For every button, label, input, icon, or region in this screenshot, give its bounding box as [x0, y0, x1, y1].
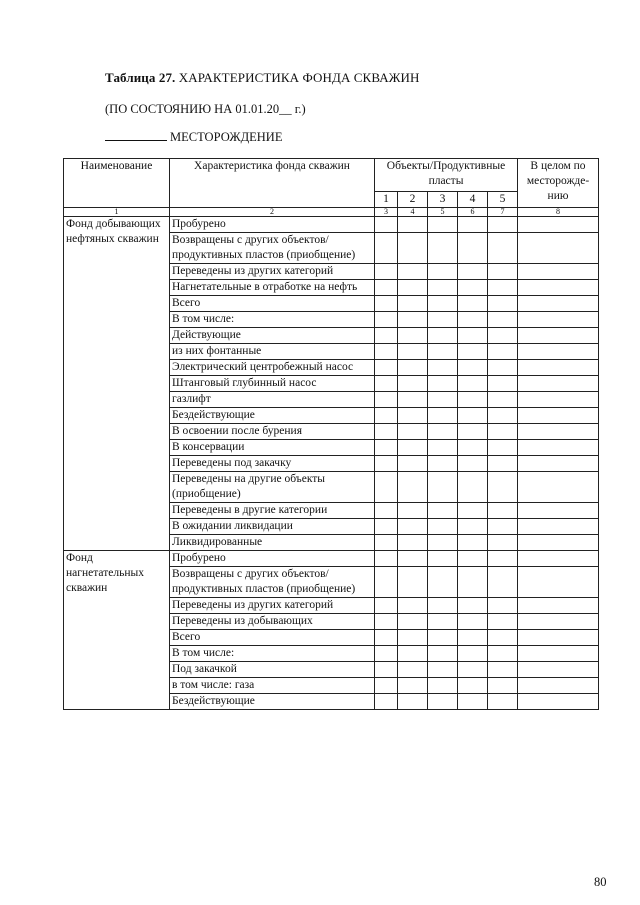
column-number: 4	[398, 208, 428, 217]
column-number: 7	[488, 208, 518, 217]
total-value-cell	[518, 296, 599, 312]
object-value-cell	[428, 312, 458, 328]
object-value-cell	[428, 440, 458, 456]
object-value-cell	[398, 630, 428, 646]
object-value-cell	[375, 614, 398, 630]
object-value-cell	[428, 328, 458, 344]
object-value-cell	[428, 408, 458, 424]
object-number: 3	[428, 192, 458, 208]
object-value-cell	[398, 312, 428, 328]
total-value-cell	[518, 280, 599, 296]
object-value-cell	[375, 662, 398, 678]
object-value-cell	[375, 328, 398, 344]
object-value-cell	[398, 567, 428, 598]
object-value-cell	[458, 344, 488, 360]
object-value-cell	[458, 503, 488, 519]
object-value-cell	[398, 694, 428, 710]
total-value-cell	[518, 217, 599, 233]
object-value-cell	[458, 280, 488, 296]
column-number: 3	[375, 208, 398, 217]
row-characteristic: Всего	[170, 630, 375, 646]
section-name: Фонд нагнетательных скважин	[64, 551, 170, 710]
row-characteristic: Нагнетательные в отработке на нефть	[170, 280, 375, 296]
column-number: 1	[64, 208, 170, 217]
object-value-cell	[488, 630, 518, 646]
total-value-cell	[518, 440, 599, 456]
object-value-cell	[428, 503, 458, 519]
object-value-cell	[428, 344, 458, 360]
object-value-cell	[458, 312, 488, 328]
field-label: МЕСТОРОЖДЕНИЕ	[170, 130, 283, 144]
object-value-cell	[375, 646, 398, 662]
object-value-cell	[398, 280, 428, 296]
row-characteristic: В освоении после бурения	[170, 424, 375, 440]
object-value-cell	[398, 392, 428, 408]
object-value-cell	[488, 440, 518, 456]
total-value-cell	[518, 662, 599, 678]
total-value-cell	[518, 376, 599, 392]
row-characteristic: Бездействующие	[170, 408, 375, 424]
object-value-cell	[428, 424, 458, 440]
table-subtitle: (ПО СОСТОЯНИЮ НА 01.01.20__ г.)	[105, 102, 306, 116]
row-characteristic: Возвращены с других объектов/продуктивных пластов (приобщение)	[170, 567, 375, 598]
object-value-cell	[488, 678, 518, 694]
object-value-cell	[428, 360, 458, 376]
object-value-cell	[375, 678, 398, 694]
object-value-cell	[458, 408, 488, 424]
object-value-cell	[375, 551, 398, 567]
object-value-cell	[428, 376, 458, 392]
row-characteristic: В том числе:	[170, 312, 375, 328]
object-value-cell	[458, 678, 488, 694]
object-value-cell	[428, 519, 458, 535]
object-value-cell	[375, 217, 398, 233]
total-value-cell	[518, 598, 599, 614]
object-value-cell	[398, 360, 428, 376]
object-value-cell	[428, 598, 458, 614]
object-value-cell	[428, 535, 458, 551]
object-value-cell	[488, 646, 518, 662]
object-value-cell	[488, 424, 518, 440]
row-characteristic: Ликвидированные	[170, 535, 375, 551]
object-value-cell	[375, 296, 398, 312]
object-value-cell	[488, 312, 518, 328]
row-characteristic: Переведены в другие категории	[170, 503, 375, 519]
page-number: 80	[594, 875, 607, 889]
object-value-cell	[458, 694, 488, 710]
row-characteristic: из них фонтанные	[170, 344, 375, 360]
object-value-cell	[398, 456, 428, 472]
row-characteristic: Действующие	[170, 328, 375, 344]
row-characteristic: Под закачкой	[170, 662, 375, 678]
object-value-cell	[458, 535, 488, 551]
object-value-cell	[375, 598, 398, 614]
object-value-cell	[375, 392, 398, 408]
field-name-line	[105, 130, 282, 145]
table-title	[105, 70, 420, 86]
object-value-cell	[458, 614, 488, 630]
object-value-cell	[398, 662, 428, 678]
column-number-row	[64, 208, 599, 217]
object-value-cell	[458, 472, 488, 503]
object-value-cell	[428, 264, 458, 280]
object-value-cell	[375, 376, 398, 392]
header-total: В целом по месторожде-нию	[518, 159, 599, 208]
column-number: 2	[170, 208, 375, 217]
object-value-cell	[458, 567, 488, 598]
object-value-cell	[428, 646, 458, 662]
row-characteristic: Всего	[170, 296, 375, 312]
object-value-cell	[488, 344, 518, 360]
object-value-cell	[428, 233, 458, 264]
header-row	[64, 159, 599, 192]
row-characteristic: в том числе: газа	[170, 678, 375, 694]
object-value-cell	[428, 296, 458, 312]
object-value-cell	[458, 328, 488, 344]
object-value-cell	[375, 360, 398, 376]
object-value-cell	[398, 598, 428, 614]
object-number: 5	[488, 192, 518, 208]
column-number: 6	[458, 208, 488, 217]
total-value-cell	[518, 503, 599, 519]
object-value-cell	[398, 519, 428, 535]
object-value-cell	[428, 678, 458, 694]
object-value-cell	[458, 360, 488, 376]
object-value-cell	[488, 551, 518, 567]
object-value-cell	[398, 264, 428, 280]
object-value-cell	[488, 376, 518, 392]
object-value-cell	[428, 694, 458, 710]
column-number: 5	[428, 208, 458, 217]
object-value-cell	[428, 567, 458, 598]
object-value-cell	[375, 424, 398, 440]
object-value-cell	[488, 567, 518, 598]
object-value-cell	[428, 662, 458, 678]
object-value-cell	[458, 217, 488, 233]
total-value-cell	[518, 472, 599, 503]
total-value-cell	[518, 344, 599, 360]
total-value-cell	[518, 408, 599, 424]
row-characteristic: Пробурено	[170, 551, 375, 567]
row-characteristic: Штанговый глубинный насос	[170, 376, 375, 392]
field-name-blank	[105, 130, 167, 141]
object-value-cell	[488, 456, 518, 472]
object-value-cell	[375, 694, 398, 710]
total-value-cell	[518, 630, 599, 646]
header-name: Наименование	[64, 159, 170, 208]
object-value-cell	[428, 217, 458, 233]
object-value-cell	[488, 614, 518, 630]
table-title-text: ХАРАКТЕРИСТИКА ФОНДА СКВАЖИН	[178, 70, 420, 85]
total-value-cell	[518, 646, 599, 662]
total-value-cell	[518, 614, 599, 630]
object-value-cell	[398, 440, 428, 456]
object-value-cell	[375, 630, 398, 646]
object-value-cell	[458, 646, 488, 662]
object-value-cell	[375, 233, 398, 264]
object-value-cell	[458, 662, 488, 678]
total-value-cell	[518, 328, 599, 344]
object-value-cell	[398, 646, 428, 662]
object-value-cell	[375, 408, 398, 424]
object-value-cell	[488, 264, 518, 280]
object-value-cell	[488, 519, 518, 535]
row-characteristic: Пробурено	[170, 217, 375, 233]
object-value-cell	[398, 296, 428, 312]
total-value-cell	[518, 694, 599, 710]
table-row	[64, 551, 599, 567]
object-value-cell	[488, 233, 518, 264]
object-value-cell	[398, 503, 428, 519]
total-value-cell	[518, 551, 599, 567]
total-value-cell	[518, 535, 599, 551]
object-value-cell	[488, 408, 518, 424]
object-value-cell	[428, 456, 458, 472]
object-value-cell	[488, 598, 518, 614]
object-value-cell	[428, 614, 458, 630]
object-value-cell	[428, 280, 458, 296]
object-value-cell	[458, 376, 488, 392]
row-characteristic: Переведены из других категорий	[170, 264, 375, 280]
object-number: 4	[458, 192, 488, 208]
object-value-cell	[398, 551, 428, 567]
row-characteristic: Возвращены с других объектов/продуктивных пластов (приобщение)	[170, 233, 375, 264]
row-characteristic: Переведены из добывающих	[170, 614, 375, 630]
object-value-cell	[458, 598, 488, 614]
object-value-cell	[428, 630, 458, 646]
object-value-cell	[398, 328, 428, 344]
row-characteristic: В консервации	[170, 440, 375, 456]
object-value-cell	[375, 280, 398, 296]
object-value-cell	[488, 328, 518, 344]
object-value-cell	[458, 392, 488, 408]
object-value-cell	[488, 662, 518, 678]
table-number: Таблица 27.	[105, 70, 176, 85]
object-value-cell	[398, 535, 428, 551]
total-value-cell	[518, 360, 599, 376]
object-value-cell	[458, 456, 488, 472]
object-value-cell	[488, 280, 518, 296]
object-value-cell	[398, 472, 428, 503]
object-number: 2	[398, 192, 428, 208]
total-value-cell	[518, 312, 599, 328]
object-value-cell	[458, 424, 488, 440]
object-value-cell	[375, 519, 398, 535]
object-value-cell	[458, 440, 488, 456]
object-value-cell	[458, 264, 488, 280]
object-value-cell	[428, 551, 458, 567]
total-value-cell	[518, 519, 599, 535]
well-stock-table	[63, 158, 599, 710]
object-value-cell	[458, 551, 488, 567]
object-value-cell	[398, 344, 428, 360]
row-characteristic: газлифт	[170, 392, 375, 408]
object-value-cell	[398, 376, 428, 392]
total-value-cell	[518, 233, 599, 264]
object-value-cell	[375, 472, 398, 503]
object-value-cell	[458, 630, 488, 646]
object-value-cell	[488, 472, 518, 503]
object-value-cell	[458, 296, 488, 312]
object-value-cell	[398, 217, 428, 233]
total-value-cell	[518, 392, 599, 408]
object-value-cell	[488, 503, 518, 519]
row-characteristic: Переведены под закачку	[170, 456, 375, 472]
row-characteristic: Переведены на другие объекты (приобщение)	[170, 472, 375, 503]
object-value-cell	[398, 424, 428, 440]
object-value-cell	[488, 392, 518, 408]
object-value-cell	[398, 614, 428, 630]
total-value-cell	[518, 678, 599, 694]
total-value-cell	[518, 424, 599, 440]
table-row	[64, 217, 599, 233]
object-value-cell	[488, 694, 518, 710]
row-characteristic: Электрический центробежный насос	[170, 360, 375, 376]
row-characteristic: Переведены из других категорий	[170, 598, 375, 614]
object-value-cell	[375, 535, 398, 551]
row-characteristic: В том числе:	[170, 646, 375, 662]
object-value-cell	[375, 456, 398, 472]
row-characteristic: Бездействующие	[170, 694, 375, 710]
object-number: 1	[375, 192, 398, 208]
object-value-cell	[375, 312, 398, 328]
object-value-cell	[398, 678, 428, 694]
object-value-cell	[458, 519, 488, 535]
total-value-cell	[518, 567, 599, 598]
object-value-cell	[375, 344, 398, 360]
row-characteristic: В ожидании ликвидации	[170, 519, 375, 535]
column-number: 8	[518, 208, 599, 217]
object-value-cell	[375, 503, 398, 519]
object-value-cell	[428, 472, 458, 503]
object-value-cell	[398, 233, 428, 264]
total-value-cell	[518, 264, 599, 280]
object-value-cell	[488, 296, 518, 312]
object-value-cell	[428, 392, 458, 408]
total-value-cell	[518, 456, 599, 472]
object-value-cell	[458, 233, 488, 264]
section-name: Фонд добывающих нефтяных скважин	[64, 217, 170, 551]
header-characteristic: Характеристика фонда скважин	[170, 159, 375, 208]
object-value-cell	[398, 408, 428, 424]
object-value-cell	[488, 360, 518, 376]
object-value-cell	[375, 440, 398, 456]
object-value-cell	[488, 535, 518, 551]
object-value-cell	[375, 264, 398, 280]
header-objects: Объекты/Продуктивные пласты	[375, 159, 518, 192]
object-value-cell	[488, 217, 518, 233]
object-value-cell	[375, 567, 398, 598]
